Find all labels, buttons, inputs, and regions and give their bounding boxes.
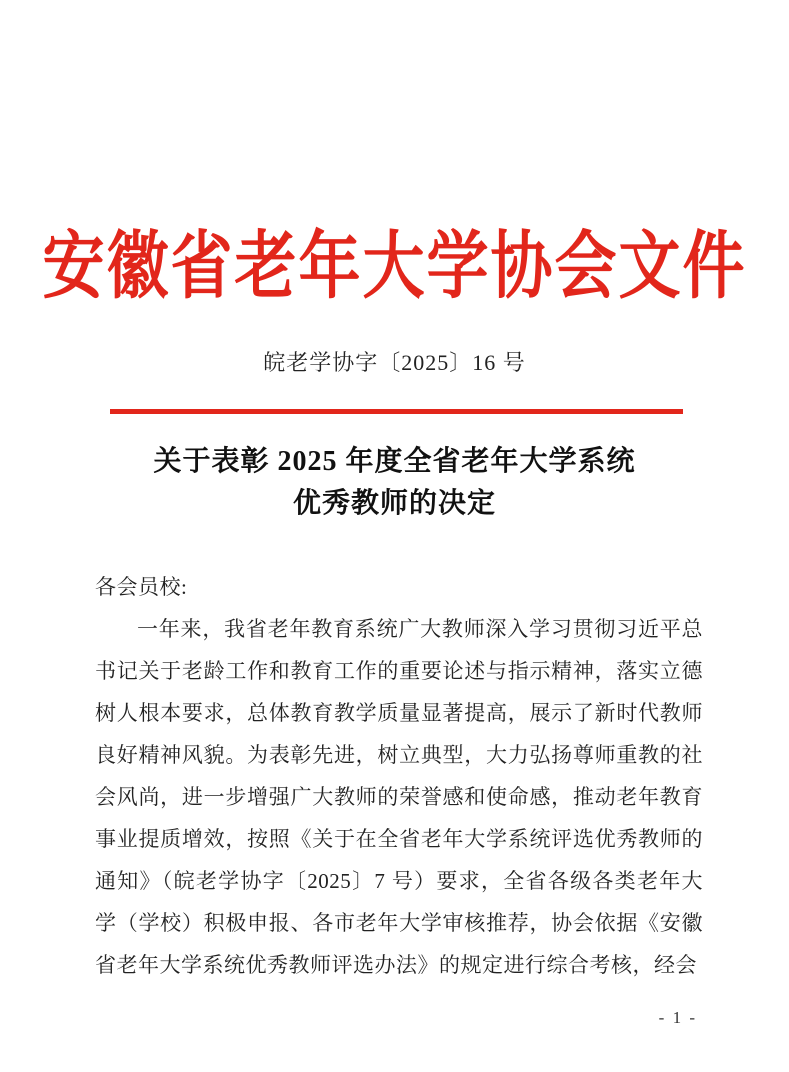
letterhead-org-title: 安徽省老年大学协会文件 bbox=[42, 227, 747, 308]
document-title-line2: 优秀教师的决定 bbox=[292, 488, 496, 519]
salutation: 各会员校: bbox=[95, 575, 188, 599]
document-title bbox=[0, 441, 789, 525]
document-body bbox=[95, 566, 703, 986]
doc-reference-number: 皖老学协字〔2025〕16 号 bbox=[263, 350, 526, 375]
red-divider-line bbox=[110, 409, 683, 414]
body-paragraph: 一年来，我省老年教育系统广大教师深入学习贯彻习近平总书记关于老龄工作和教育工作的重要论述与指示精神，落实立德树人根本要求，总体教育教学质量显著提高，展示了新时代教师良好精神风貌。为表彰先进，树立典型，大力弘扬尊师重教的社会风尚，进一步增强广大教师的荣誉感和使命感，推动老年教育事业提质增效，按照《关于在全省老年大学系统评选优秀教师的通知》（皖老学协字〔2025〕7 号）要求，全省各级各类老年大学（学校）积极申报、各市老年大学审核推荐，协会依据《安徽省老年大学系统优秀教师评选办法》的规定进行综合考核，经会 bbox=[95, 617, 703, 977]
document-title-line1: 关于表彰 2025 年度全省老年大学系统 bbox=[153, 446, 636, 477]
page-number: - 1 - bbox=[658, 1008, 697, 1027]
